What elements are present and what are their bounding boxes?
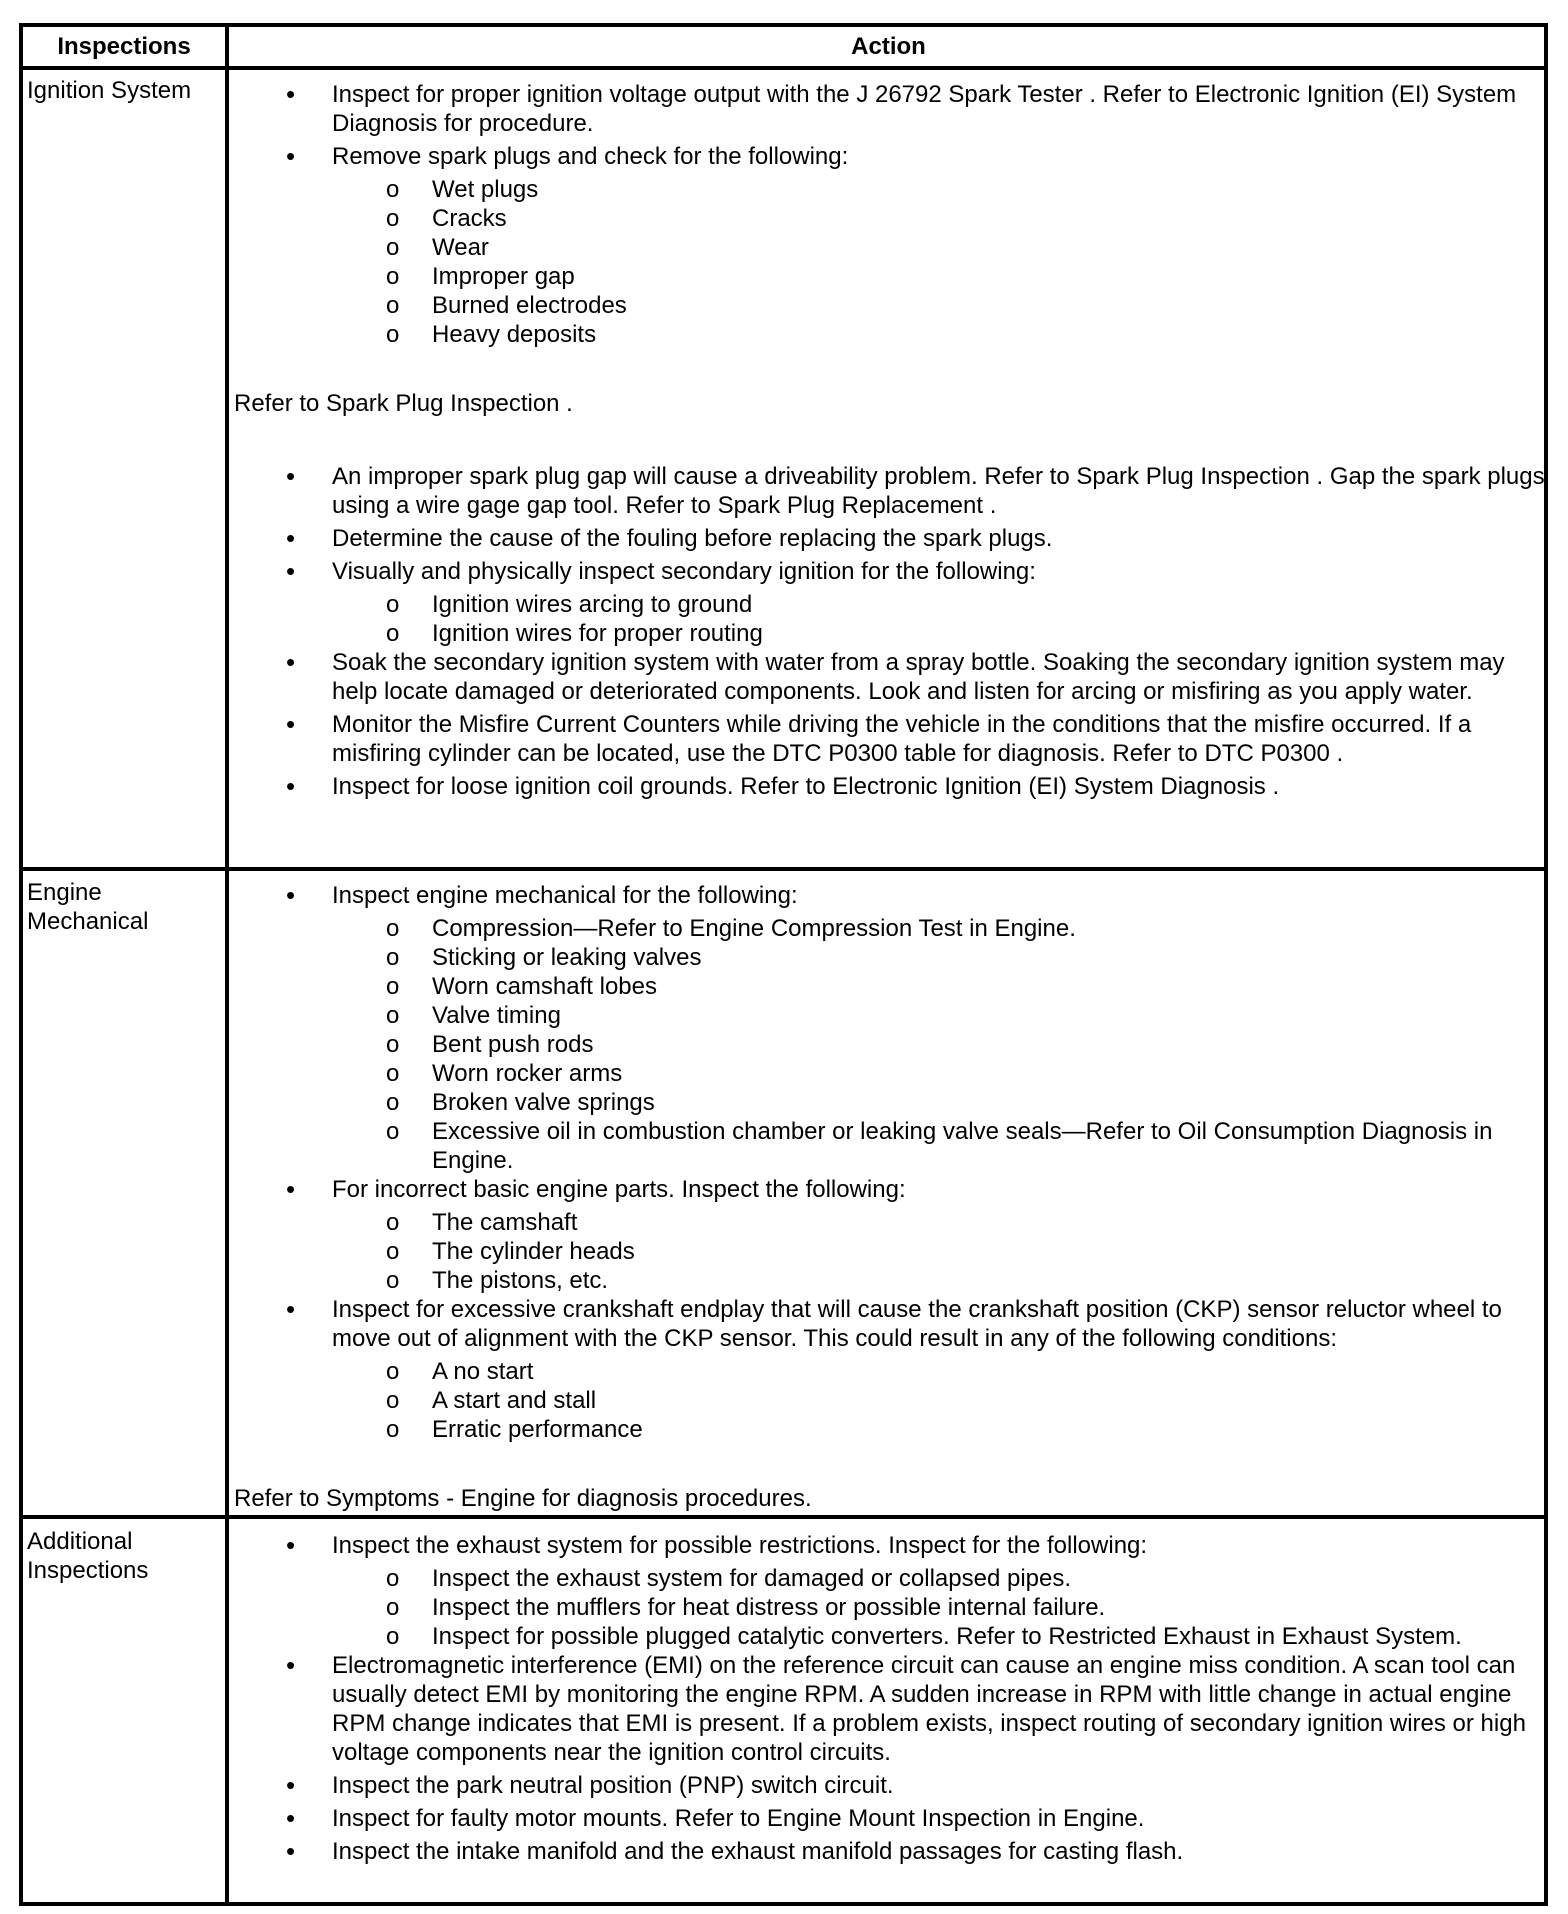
sub-item: o Burned electrodes xyxy=(230,291,1548,320)
bullet-item: • Inspect for loose ignition coil grounds. Refer to Electronic Ignition (EI) System Diagnosis . xyxy=(230,772,1548,801)
bullet-item: • Visually and physically inspect secondary ignition for the following: xyxy=(230,557,1548,586)
sub-item: o Ignition wires arcing to ground xyxy=(230,590,1548,619)
sub-item: o Compression—Refer to Engine Compression Test in Engine. xyxy=(230,914,1548,943)
header-divider xyxy=(23,66,1544,70)
action-cell-ignition-system xyxy=(230,80,1548,805)
sub-item: o Improper gap xyxy=(230,262,1548,291)
sub-item: o Bent push rods xyxy=(230,1030,1548,1059)
sub-item: o Erratic performance xyxy=(230,1415,1548,1444)
bullet-item: • Electromagnetic interference (EMI) on the reference circuit can cause an engine miss condition. A scan tool can usually detect EMI by monitoring the engine RPM. A sudden increase in RPM with little change in actual engine RPM change indicates that EMI is present. If a problem exists, inspect routing of secondary ignition wires or high voltage components near the ignition control circuits. xyxy=(230,1651,1548,1767)
bullet-item: • Inspect the exhaust system for possible restrictions. Inspect for the following: xyxy=(230,1531,1548,1560)
sub-item: o Ignition wires for proper routing xyxy=(230,619,1548,648)
row-label-additional-inspections: Additional Inspections xyxy=(27,1528,149,1584)
sub-item: o Excessive oil in combustion chamber or leaking valve seals—Refer to Oil Consumption Diagnosis in Engine. xyxy=(230,1117,1548,1175)
bullet-item: • Determine the cause of the fouling before replacing the spark plugs. xyxy=(230,524,1548,553)
bullet-item: • Monitor the Misfire Current Counters while driving the vehicle in the conditions that the misfire occurred. If a misfiring cylinder can be located, use the DTC P0300 table for diagnosis. Refer to DTC P0300 . xyxy=(230,710,1548,768)
sub-item: o Inspect the mufflers for heat distress or possible internal failure. xyxy=(230,1593,1548,1622)
sub-item: o Heavy deposits xyxy=(230,320,1548,349)
sub-item: o The pistons, etc. xyxy=(230,1266,1548,1295)
row-label-ignition-system: Ignition System xyxy=(27,77,192,104)
bullet-item: • For incorrect basic engine parts. Inspect the following: xyxy=(230,1175,1548,1204)
bullet-item: • Inspect for excessive crankshaft endplay that will cause the crankshaft position (CKP) sensor reluctor wheel to move out of alignment with the CKP sensor. This could result in any of the following conditions: xyxy=(230,1295,1548,1353)
row-label-engine-mechanical: Engine Mechanical xyxy=(27,879,149,935)
sub-item: o The camshaft xyxy=(230,1208,1548,1237)
sub-item: o Cracks xyxy=(230,204,1548,233)
bullet-item: • Remove spark plugs and check for the following: xyxy=(230,142,1548,171)
bullet-item: • Inspect for proper ignition voltage output with the J 26792 Spark Tester . Refer to Electronic Ignition (EI) System Diagnosis for procedure. xyxy=(230,80,1548,138)
sub-item: o Inspect the exhaust system for damaged or collapsed pipes. xyxy=(230,1564,1548,1593)
row-divider xyxy=(23,1515,1544,1519)
sub-item: o Wear xyxy=(230,233,1548,262)
bullet-item: • Inspect for faulty motor mounts. Refer to Engine Mount Inspection in Engine. xyxy=(230,1804,1548,1833)
action-cell-engine-mechanical xyxy=(230,881,1548,1513)
bullet-item: • Inspect engine mechanical for the following: xyxy=(230,881,1548,910)
reference-note: Refer to Symptoms - Engine for diagnosis procedures. xyxy=(234,1485,812,1512)
sub-item: o A start and stall xyxy=(230,1386,1548,1415)
bullet-item: • Inspect the park neutral position (PNP) switch circuit. xyxy=(230,1771,1548,1800)
action-cell-additional-inspections xyxy=(230,1531,1548,1870)
bullet-item: • An improper spark plug gap will cause a driveability problem. Refer to Spark Plug Inspection . Gap the spark plugs using a wire gage gap tool. Refer to Spark Plug Replacement . xyxy=(230,462,1548,520)
sub-item: o A no start xyxy=(230,1357,1548,1386)
sub-item: o Worn camshaft lobes xyxy=(230,972,1548,1001)
sub-item: o Wet plugs xyxy=(230,175,1548,204)
header-inspections: Inspections xyxy=(57,33,191,60)
column-divider xyxy=(225,27,229,1902)
sub-item: o Broken valve springs xyxy=(230,1088,1548,1117)
reference-note: Refer to Spark Plug Inspection . xyxy=(234,390,573,417)
bullet-item: • Soak the secondary ignition system with water from a spray bottle. Soaking the secondary ignition system may help locate damaged or deteriorated components. Look and listen for arcing or misfiring as you apply water. xyxy=(230,648,1548,706)
sub-item: o Sticking or leaking valves xyxy=(230,943,1548,972)
sub-item: o The cylinder heads xyxy=(230,1237,1548,1266)
sub-item: o Inspect for possible plugged catalytic converters. Refer to Restricted Exhaust in Exhaust System. xyxy=(230,1622,1548,1651)
sub-item: o Worn rocker arms xyxy=(230,1059,1548,1088)
inspection-table xyxy=(19,23,1548,1906)
sub-item: o Valve timing xyxy=(230,1001,1548,1030)
header-action: Action xyxy=(851,33,926,60)
bullet-item: • Inspect the intake manifold and the exhaust manifold passages for casting flash. xyxy=(230,1837,1548,1866)
row-divider xyxy=(23,867,1544,871)
